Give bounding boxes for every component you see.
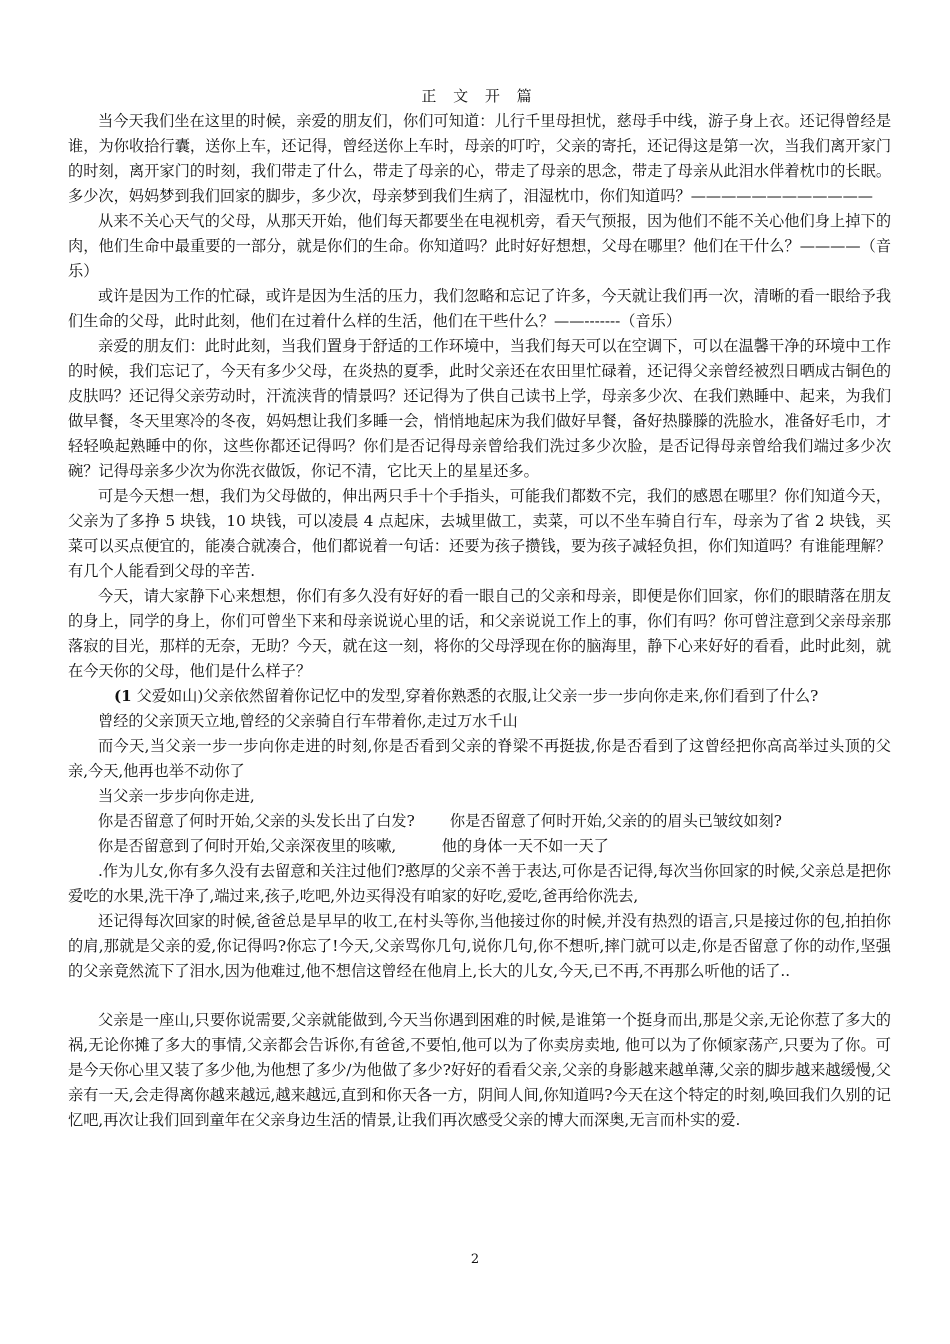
final-paragraph: 父亲是一座山,只要你说需要,父亲就能做到,今天当你遇到困难的时候,是谁第一个挺身而出,那是父亲,无论你惹了多大的祸,无论你摊了多大的事情,父亲都会告诉你,有爸爸,不要怕,他可以为了你卖房卖地, 他可以为了你倾家荡产,只要为了你。可是今天你心里又装了多少他,为他想了多少/为他做了多少?好好的看看父亲,父亲的身影越来越单薄,父亲的脚步越来越缓慢,父亲有一天,会走得离你越来越远,越来越远,直到和你天各一方，阴间人间,你知道吗?今天在这个特定的时刻,唤回我们久别的记忆吧,再次让我们回到童年在父亲身边生活的情景,让我们再次感受父亲的博大而深奥,无言而朴实的爱. [68, 1011, 891, 1129]
verse-line-7: 还记得每次回家的时候,爸爸总是早早的收工,在村头等你,当他接过你的时候,并没有热烈的语言,只是接过你的包,拍拍你的肩,那就是父亲的爱,你记得吗?你忘了!今天,父亲骂你几句,说你几句,你不想听,摔门就可以走,你是否留意了你的动作,坚强的父亲竟然流下了泪水,因为他难过,他不想信这曾经在他肩上,长大的儿女,今天,已不再,不再那么听他的话了.. [68, 912, 891, 980]
verse-line-2: 而今天,当父亲一步一步向你走进的时刻,你是否看到父亲的脊梁不再挺拔,你是否看到了这曾经把你高高举过头顶的父亲,今天,他再也举不动你了 [68, 737, 891, 780]
page-number: 2 [470, 1252, 480, 1267]
verse-number: (1 [114, 687, 132, 705]
paragraph-1: 当今天我们坐在这里的时候，亲爱的朋友们，你们可知道：儿行千里母担忧，慈母手中线，游子身上衣。还记得曾经是谁，为你收拾行囊，送你上车，还记得，曾经送你上车时，母亲的叮咛，父亲的寄托，还记得这是第一次，当我们离开家门的时刻，离开家门的时刻，我们带走了什么，带走了母亲的心，带走了母亲的思念，带走了母亲从此泪水伴着枕巾的长眠。多少次，妈妈梦到我们回家的脚步，多少次，母亲梦到我们生病了，泪湿枕巾，你们知道吗？———————————— [68, 112, 891, 205]
verse-heading-text: 父爱如山)父亲依然留着你记忆中的发型,穿着你熟悉的衣服,让父亲一步一步向你走来,你们看到了什么? [131, 687, 819, 705]
document-page [68, 84, 891, 1133]
verse-line-5: 你是否留意到了何时开始,父亲深夜里的咳嗽, 他的身体一天不如一天了 [98, 837, 609, 855]
verse-line-6: .作为儿女,你有多久没有去留意和关注过他们?憨厚的父亲不善于表达,可你是否记得,每次当你回家的时候,父亲总是把你爱吃的水果,洗干净了,端过来,孩子,吃吧,外边买得没有咱家的好吃,爱吃,爸再给你洗去, [68, 862, 891, 905]
paragraph-6: 今天，请大家静下心来想想，你们有多久没有好好的看一眼自己的父亲和母亲，即便是你们回家，你们的眼睛落在朋友的身上，同学的身上，你们可曾坐下来和母亲说说心里的话，和父亲说说工作上的事，你们有吗？你可曾注意到父亲母亲那落寂的目光，那样的无奈，无助？今天，就在这一刻，将你的父母浮现在你的脑海里，静下心来好好的看看，此时此刻，就在今天你的父母，他们是什么样子？ [68, 587, 891, 680]
paragraph-5: 可是今天想一想，我们为父母做的，伸出两只手十个手指头，可能我们都数不完，我们的感恩在哪里？你们知道今天，父亲为了多挣 5 块钱，10 块钱，可以凌晨 4 点起床，去城里做工，卖菜，可以不坐车骑自行车，母亲为了省 2 块钱，买菜可以买点便宜的，能凑合就凑合，他们都说着一句话：还要为孩子攒钱，要为孩子减轻负担，你们知道吗？有谁能理解？有几个人能看到父母的辛苦. [68, 487, 891, 580]
verse-line-1: 曾经的父亲顶天立地,曾经的父亲骑自行车带着你,走过万水千山 [98, 712, 518, 730]
section-title: 正 文 开 篇 [421, 87, 538, 105]
paragraph-2: 从来不关心天气的父母，从那天开始，他们每天都要坐在电视机旁，看天气预报，因为他们不能不关心他们身上掉下的肉，他们生命中最重要的一部分，就是你们的生命。你知道吗？此时好好想想，父母在哪里？他们在干什么？————（音乐） [68, 212, 891, 280]
verse-heading [68, 684, 891, 709]
spacer [68, 984, 891, 1008]
paragraph-4: 亲爱的朋友们：此时此刻，当我们置身于舒适的工作环境中，当我们每天可以在空调下，可以在温馨干净的环境中工作的时候，我们忘记了，今天有多少父母，在炎热的夏季，此时父亲还在农田里忙碌着，还记得父亲曾经被烈日晒成古铜色的皮肤吗？还记得父亲劳动时，汗流浃背的情景吗？还记得为了供自己读书上学，母亲多少次、在我们熟睡中、起来，为我们做早餐，冬天里寒冷的冬夜，妈妈想让我们多睡一会，悄悄地起床为我们做好早餐，备好热滕滕的洗脸水，准备好毛巾，才轻轻唤起熟睡中的你，这些你都还记得吗？你们是否记得母亲曾给我们洗过多少次脸，是否记得母亲曾给我们端过多少次碗？记得母亲多少次为你洗衣做饭，你记不清，它比天上的星星还多。 [68, 337, 891, 480]
paragraph-3: 或许是因为工作的忙碌，或许是因为生活的压力，我们忽略和忘记了许多，今天就让我们再一次，清晰的看一眼给予我们生命的父母，此时此刻，他们在过着什么样的生活，他们在干些什么？——-------（音乐） [68, 287, 891, 330]
verse-line-4: 你是否留意了何时开始,父亲的头发长出了白发? 你是否留意了何时开始,父亲的的眉头已皱纹如刻? [98, 812, 782, 830]
verse-line-3: 当父亲一步步向你走进, [98, 787, 255, 805]
